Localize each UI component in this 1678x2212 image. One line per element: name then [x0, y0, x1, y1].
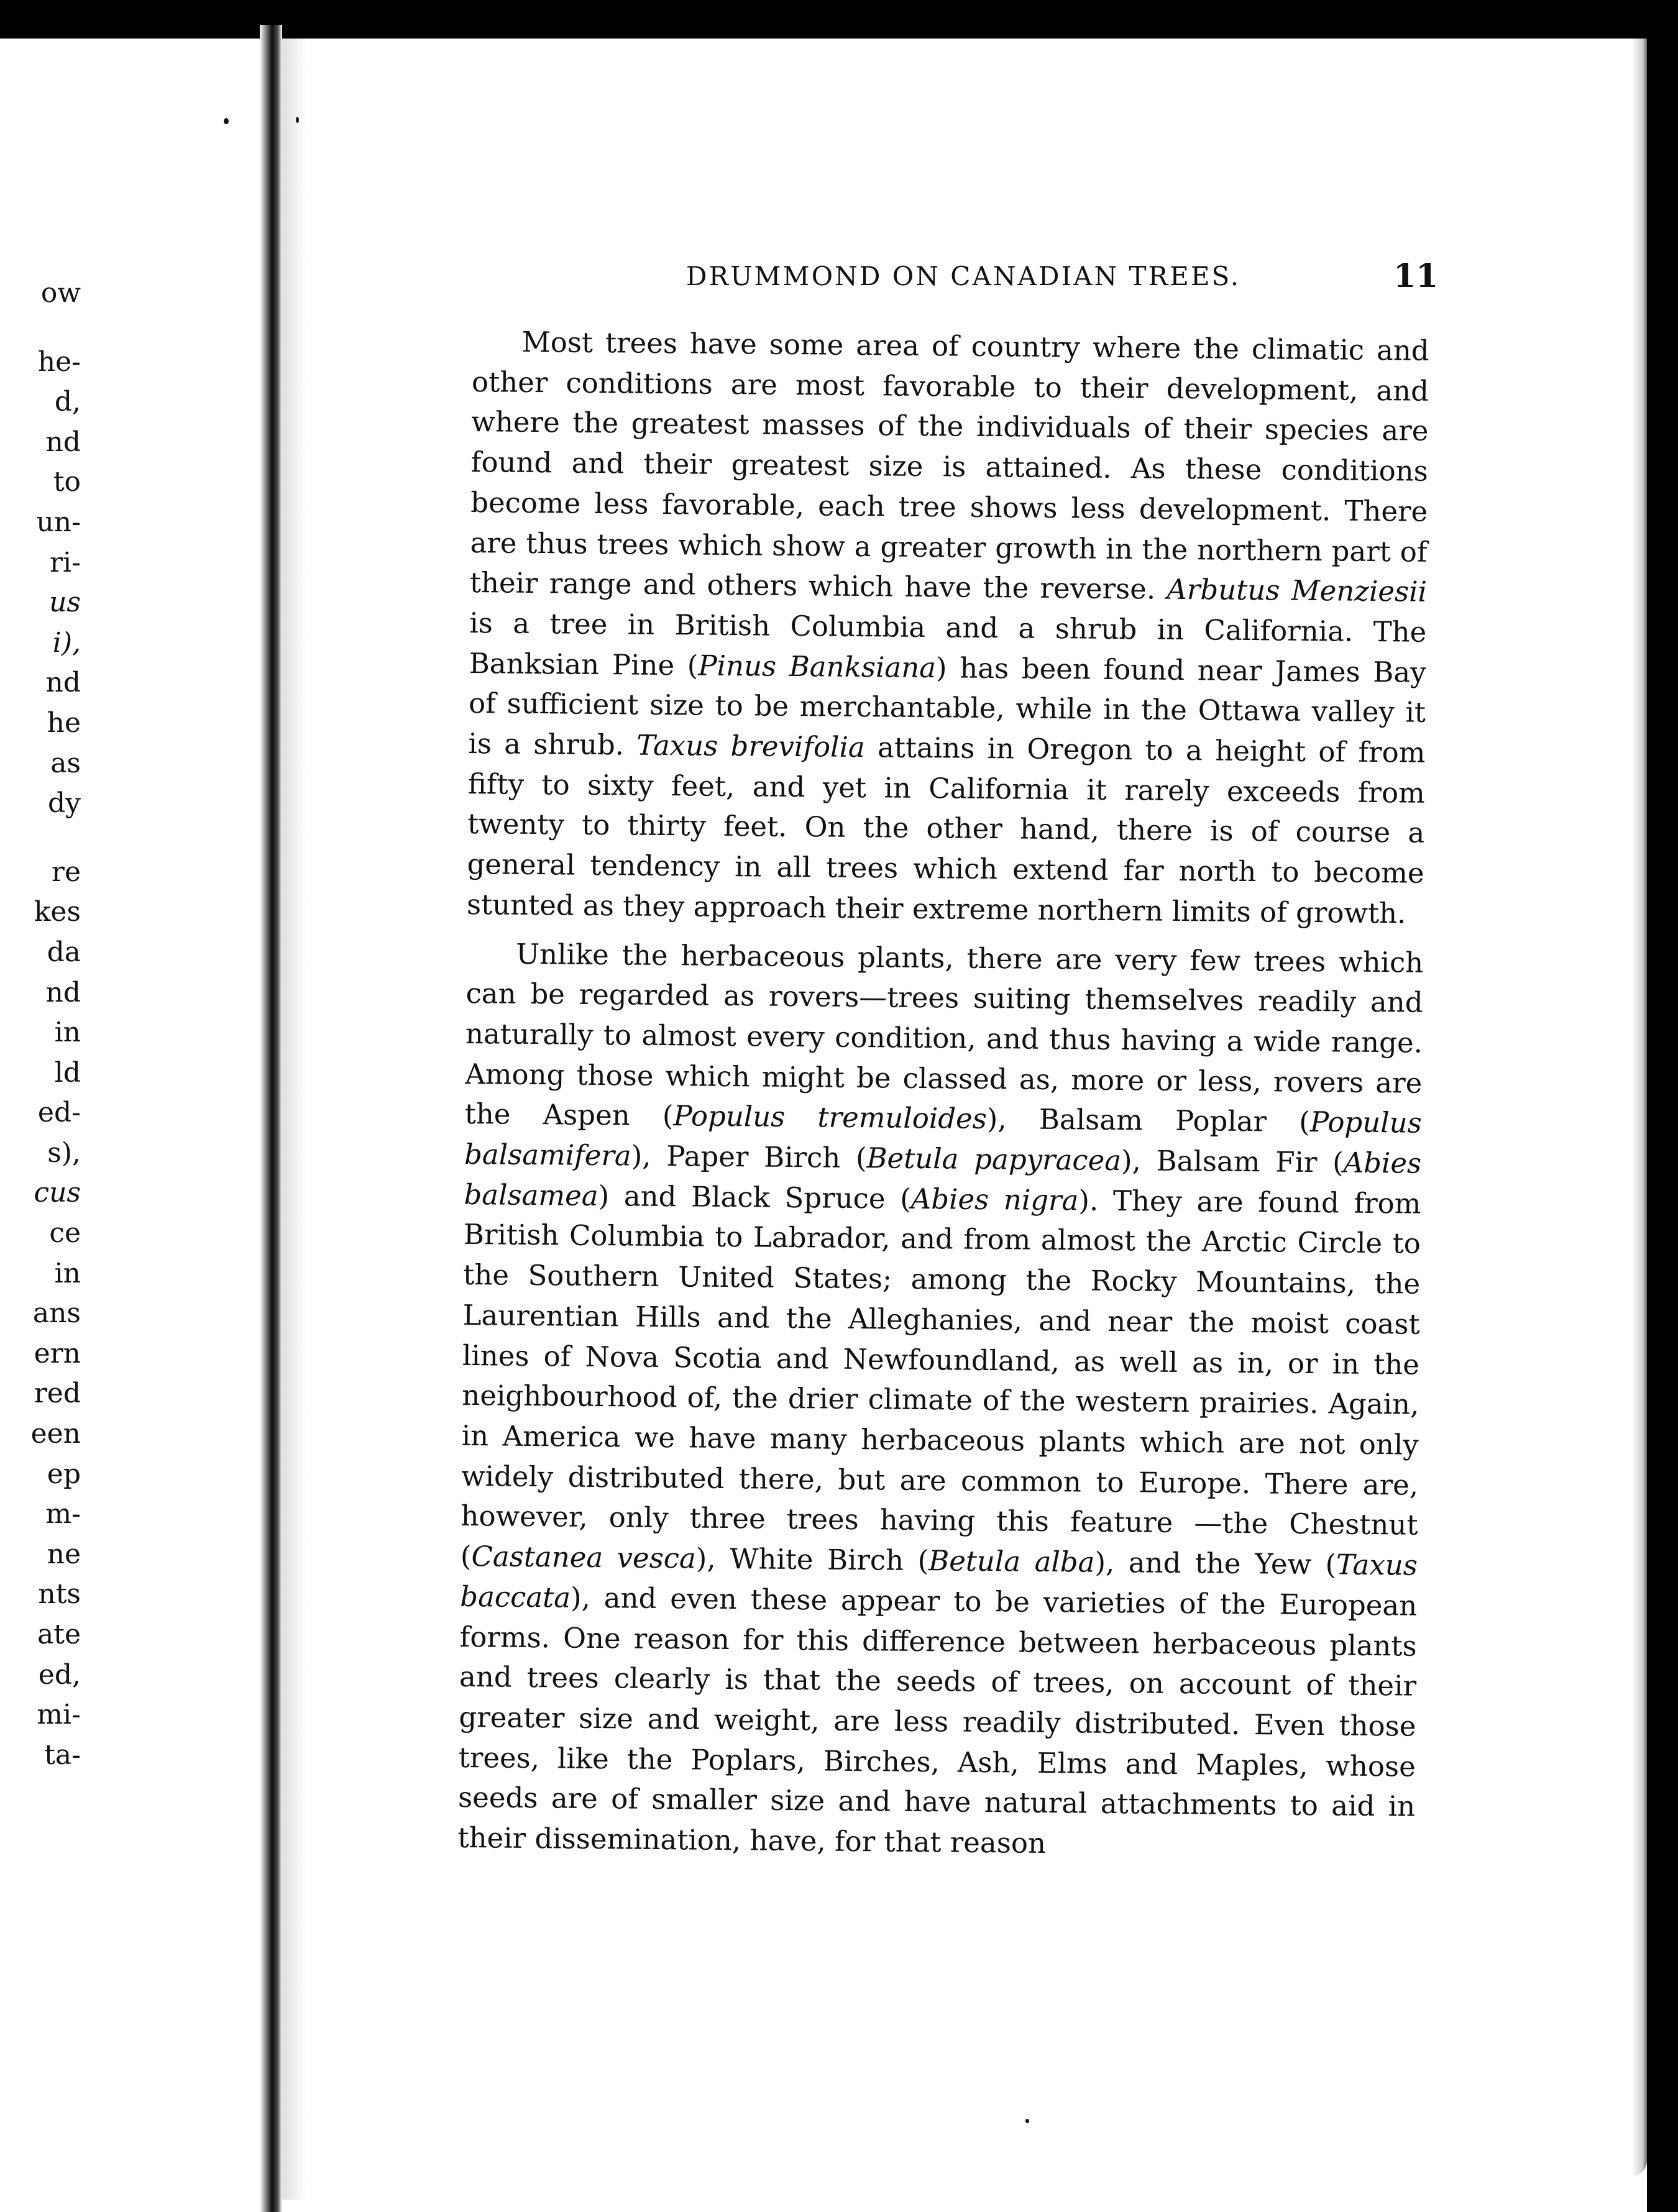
- text-run: ), and the Yew (: [1094, 1545, 1337, 1581]
- text-run: is a tree in British Columbia and a shrub in California. The Banksian Pine (: [469, 606, 1427, 682]
- text-fragment: in: [54, 1017, 81, 1049]
- fragment-gap: [0, 314, 81, 342]
- text-fragment: ep: [47, 1458, 81, 1490]
- text-run: Most trees have some area of country where the climatic and other conditions are most favorable to their development, and where the greatest masses of the individuals of their species are found and their greatest size is attained. As these conditions become less favorable, each tree shows less development. There are thus trees which show a greater growth in the northern part of their range and others which have the reverse.: [469, 325, 1429, 606]
- text-fragment: as: [50, 747, 81, 779]
- text-fragment: m-: [45, 1498, 81, 1530]
- book-gutter: [260, 25, 282, 2212]
- species-name: Pinus Banksiana: [698, 649, 937, 684]
- scan-right-border: [1647, 0, 1678, 2212]
- text-fragment: nd: [45, 426, 81, 458]
- text-fragment: ans: [32, 1297, 81, 1330]
- text-fragment: i),: [52, 626, 81, 659]
- text-fragment: in: [54, 1257, 81, 1289]
- text-fragment: un-: [36, 506, 81, 538]
- text-run: ), and even these appear to be varieties of the European forms. One reason for this difference between herbaceous plants and trees clearly is that the seeds of trees, on account of their greater size and weight, are less readily distributed. Even those trees, like the Poplars, Birches, Ash, Elms and Maples, whose seeds are of smaller size and have natural attachments to aid in their dissemination, have, for that reason: [457, 1581, 1418, 1860]
- text-fragment: us: [49, 587, 81, 619]
- ink-speck: [224, 118, 229, 124]
- text-run: ) has been found near James Bay of sufficient size to be merchantable, while in the Ottawa valley it is a shrub.: [468, 651, 1426, 762]
- species-name: Populus balsamifera: [464, 1105, 1422, 1172]
- text-fragment: ri-: [50, 546, 81, 578]
- species-name: Betula alba: [928, 1544, 1095, 1579]
- text-run: ) and Black Spruce (: [598, 1179, 912, 1215]
- text-fragment: ld: [54, 1056, 81, 1089]
- text-fragment: he: [47, 706, 81, 739]
- text-fragment: ern: [34, 1337, 81, 1369]
- text-fragment: ow: [40, 277, 81, 309]
- text-fragment: to: [53, 466, 81, 498]
- text-fragment: een: [30, 1418, 81, 1450]
- running-head: DRUMMOND ON CANADIAN TREES.: [685, 261, 1241, 291]
- text-run: ). They are found from British Columbia to Labrador, and from almost the Arctic Circle to the Southern United States; among the Rocky Mountains, the Laurentian Hills and the Alleghanies, and near the moist coast lines of Nova Scotia and Newfoundland, as well as in, or in the neighbourhood of, the drier climate of the western prairies. Again, in America we have many herbaceous plants which are not only widely distributed there, but are common to Europe. There are, however, only three trees having this feature —the Chestnut (: [460, 1184, 1421, 1573]
- species-name: Arbutus Menziesii: [1167, 572, 1428, 608]
- text-fragment: cus: [34, 1177, 81, 1209]
- text-run: ), Balsam Poplar (: [986, 1102, 1311, 1139]
- text-fragment: nts: [38, 1578, 81, 1611]
- fragment-gap: [0, 824, 81, 852]
- species-name: Abies nigra: [910, 1182, 1079, 1217]
- text-fragment: ed-: [37, 1097, 81, 1129]
- paragraph-p1: [467, 322, 1429, 934]
- text-fragment: re: [51, 856, 81, 888]
- species-name: Taxus brevifolia: [636, 728, 865, 764]
- text-run: Unlike the herbaceous plants, there are very few trees which can be regarded as rovers—trees suiting themselves readily and naturally to almost every condition, and thus having a wide range. Among those which might be classed as, more or less, rovers are the Aspen (: [464, 937, 1424, 1133]
- page-edge-shadow: [1632, 39, 1647, 2176]
- text-run: ), Balsam Fir (: [1121, 1144, 1344, 1179]
- species-name: Populus tremuloides: [673, 1099, 988, 1136]
- body-text: [457, 322, 1429, 1867]
- text-fragment: nd: [45, 976, 81, 1008]
- gutter-shadow: [282, 37, 307, 2200]
- text-fragment: he-: [37, 345, 81, 378]
- text-fragment: mi-: [37, 1699, 81, 1731]
- page-number: 11: [1393, 257, 1439, 295]
- text-fragment: d,: [54, 386, 81, 418]
- text-fragment: nd: [45, 667, 81, 699]
- ink-speck: [296, 117, 299, 123]
- ink-speck: [1025, 2119, 1029, 2123]
- previous-page-text-fragments: [0, 273, 81, 1775]
- species-name: Betula papyracea: [866, 1141, 1122, 1177]
- species-name: Castanea vesca: [471, 1540, 697, 1575]
- text-fragment: da: [47, 936, 81, 968]
- species-name: Abies balsamea: [464, 1146, 1422, 1212]
- text-run: ), Paper Birch (: [631, 1139, 867, 1175]
- text-run: ), White Birch (: [695, 1542, 929, 1578]
- text-fragment: ta-: [44, 1739, 81, 1771]
- paragraph-p2: [457, 934, 1423, 1868]
- text-fragment: ate: [37, 1619, 81, 1650]
- text-fragment: s),: [47, 1136, 81, 1169]
- scan-top-border: [0, 0, 1678, 39]
- text-run: attains in Oregon to a height of from fifty to sixty feet, and yet in California it rarely exceeds from twenty to thirty feet. On the other hand, there is of course a general tendency in all trees which extend far north to become stunted as they approach their extreme northern limits of growth.: [466, 731, 1426, 930]
- text-fragment: ed,: [38, 1658, 81, 1691]
- text-fragment: red: [34, 1378, 81, 1410]
- text-fragment: dy: [47, 787, 81, 820]
- text-fragment: ne: [47, 1538, 81, 1570]
- text-fragment: ce: [49, 1217, 81, 1250]
- text-fragment: kes: [34, 896, 81, 928]
- species-name: Taxus baccata: [460, 1548, 1418, 1614]
